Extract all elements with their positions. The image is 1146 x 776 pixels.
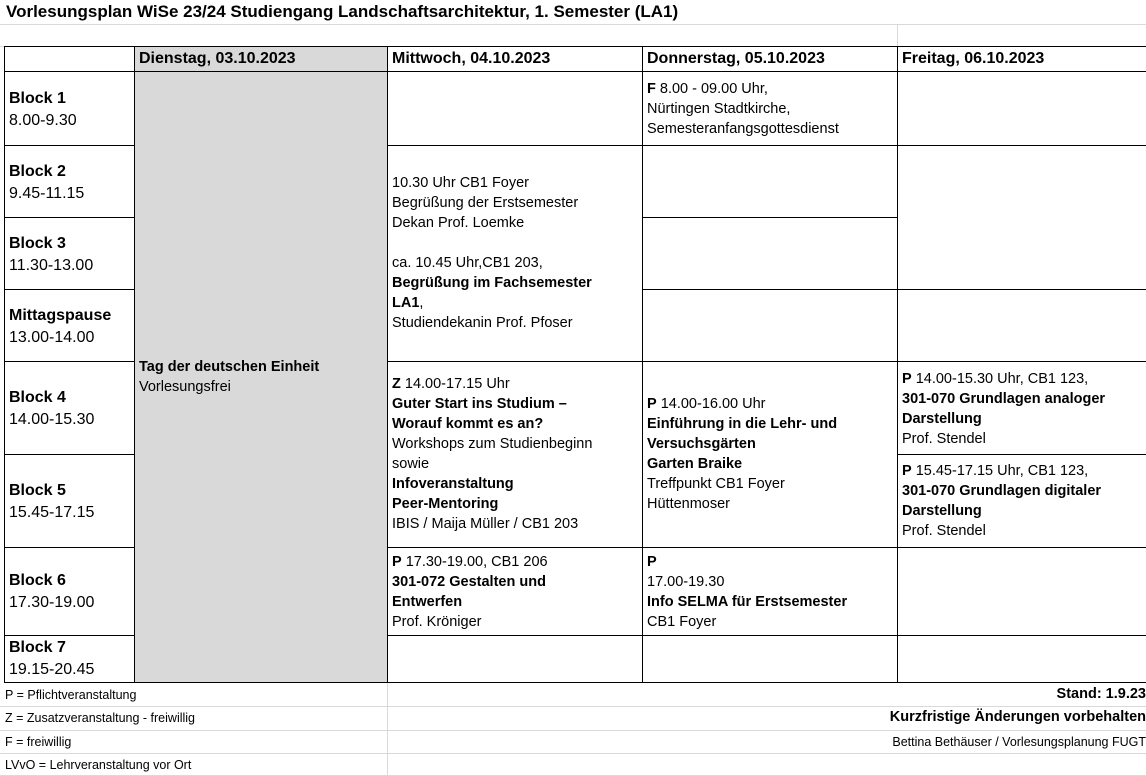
friday-block-2-3-cell [897, 145, 1146, 290]
legend-p: P = Pflichtveranstaltung [5, 688, 137, 702]
page-title: Vorlesungsplan WiSe 23/24 Studiengang Landschaftsarchitektur, 1. Semester (LA1) [6, 2, 679, 21]
friday-block-7-cell [897, 635, 1146, 683]
legend-lvvo: LVvO = Lehrveranstaltung vor Ort [5, 758, 192, 772]
wednesday-block-7-cell [387, 635, 643, 683]
author-note: Bettina Bethäuser / Vorlesungsplanung FUGT [892, 735, 1146, 749]
friday-block-1-cell [897, 71, 1146, 146]
wednesday-design-event: P 17.30-19.00, CB1 206 301-072 Gestalten und Entwerfen Prof. Kröniger [387, 547, 643, 636]
block-1-label: Block 1 8.00-9.30 [4, 71, 135, 146]
legend-z: Z = Zusatzveranstaltung - freiwillig [5, 711, 196, 725]
block-2-label: Block 2 9.45-11.15 [4, 145, 135, 218]
wednesday-workshop-event: Z 14.00-17.15 Uhr Guter Start ins Studium – Worauf kommt es an? Workshops zum Studienbeginn sowie Infoveranstaltung Peer-Mentoring IBIS / Maija Müller / CB1 203 [387, 361, 643, 548]
thursday-block-2-cell [642, 145, 898, 218]
corner-cell [4, 46, 135, 72]
thursday-service-event: F 8.00 - 09.00 Uhr, Nürtingen Stadtkirche, Semesteranfangsgottesdienst [642, 71, 898, 146]
friday-digital-event: P 15.45-17.15 Uhr, CB1 123, 301-070 Grundlagen digitaler Darstellung Prof. Stendel [897, 454, 1146, 548]
header-friday: Freitag, 06.10.2023 [897, 46, 1146, 72]
header-tuesday: Dienstag, 03.10.2023 [134, 46, 388, 72]
block-5-label: Block 5 15.45-17.15 [4, 454, 135, 548]
block-3-label: Block 3 11.30-13.00 [4, 217, 135, 290]
wednesday-welcome-event: 10.30 Uhr CB1 Foyer Begrüßung der Erstsemester Dekan Prof. Loemke ca. 10.45 Uhr,CB1 203, Begrüßung im Fachsemester LA1, Studiendekanin Prof. Pfoser [387, 145, 643, 362]
tuesday-holiday-cell: Tag der deutschen Einheit Vorlesungsfrei [134, 71, 388, 683]
friday-lunch-cell [897, 289, 1146, 362]
thursday-block-7-cell [642, 635, 898, 683]
thursday-block-3-cell [642, 217, 898, 290]
thursday-lunch-cell [642, 289, 898, 362]
block-7-label: Block 7 19.15-20.45 [4, 635, 135, 683]
block-6-label: Block 6 17.30-19.00 [4, 547, 135, 636]
lunch-break-label: Mittagspause 13.00-14.00 [4, 289, 135, 362]
friday-analog-event: P 14.00-15.30 Uhr, CB1 123, 301-070 Grundlagen analoger Darstellung Prof. Stendel [897, 361, 1146, 455]
wednesday-block-1-cell [387, 71, 643, 146]
thursday-gardens-event: P 14.00-16.00 Uhr Einführung in die Lehr- und Versuchsgärten Garten Braike Treffpunkt CB1 Foyer Hüttenmoser [642, 361, 898, 548]
block-4-label: Block 4 14.00-15.30 [4, 361, 135, 455]
legend-f: F = freiwillig [5, 735, 72, 749]
thursday-selma-event: P 17.00-19.30 Info SELMA für Erstsemester CB1 Foyer [642, 547, 898, 636]
stand-date: Stand: 1.9.23 [1056, 686, 1146, 702]
changes-note: Kurzfristige Änderungen vorbehalten [889, 709, 1146, 725]
friday-block-6-cell [897, 547, 1146, 636]
header-thursday: Donnerstag, 05.10.2023 [642, 46, 898, 72]
header-wednesday: Mittwoch, 04.10.2023 [387, 46, 643, 72]
